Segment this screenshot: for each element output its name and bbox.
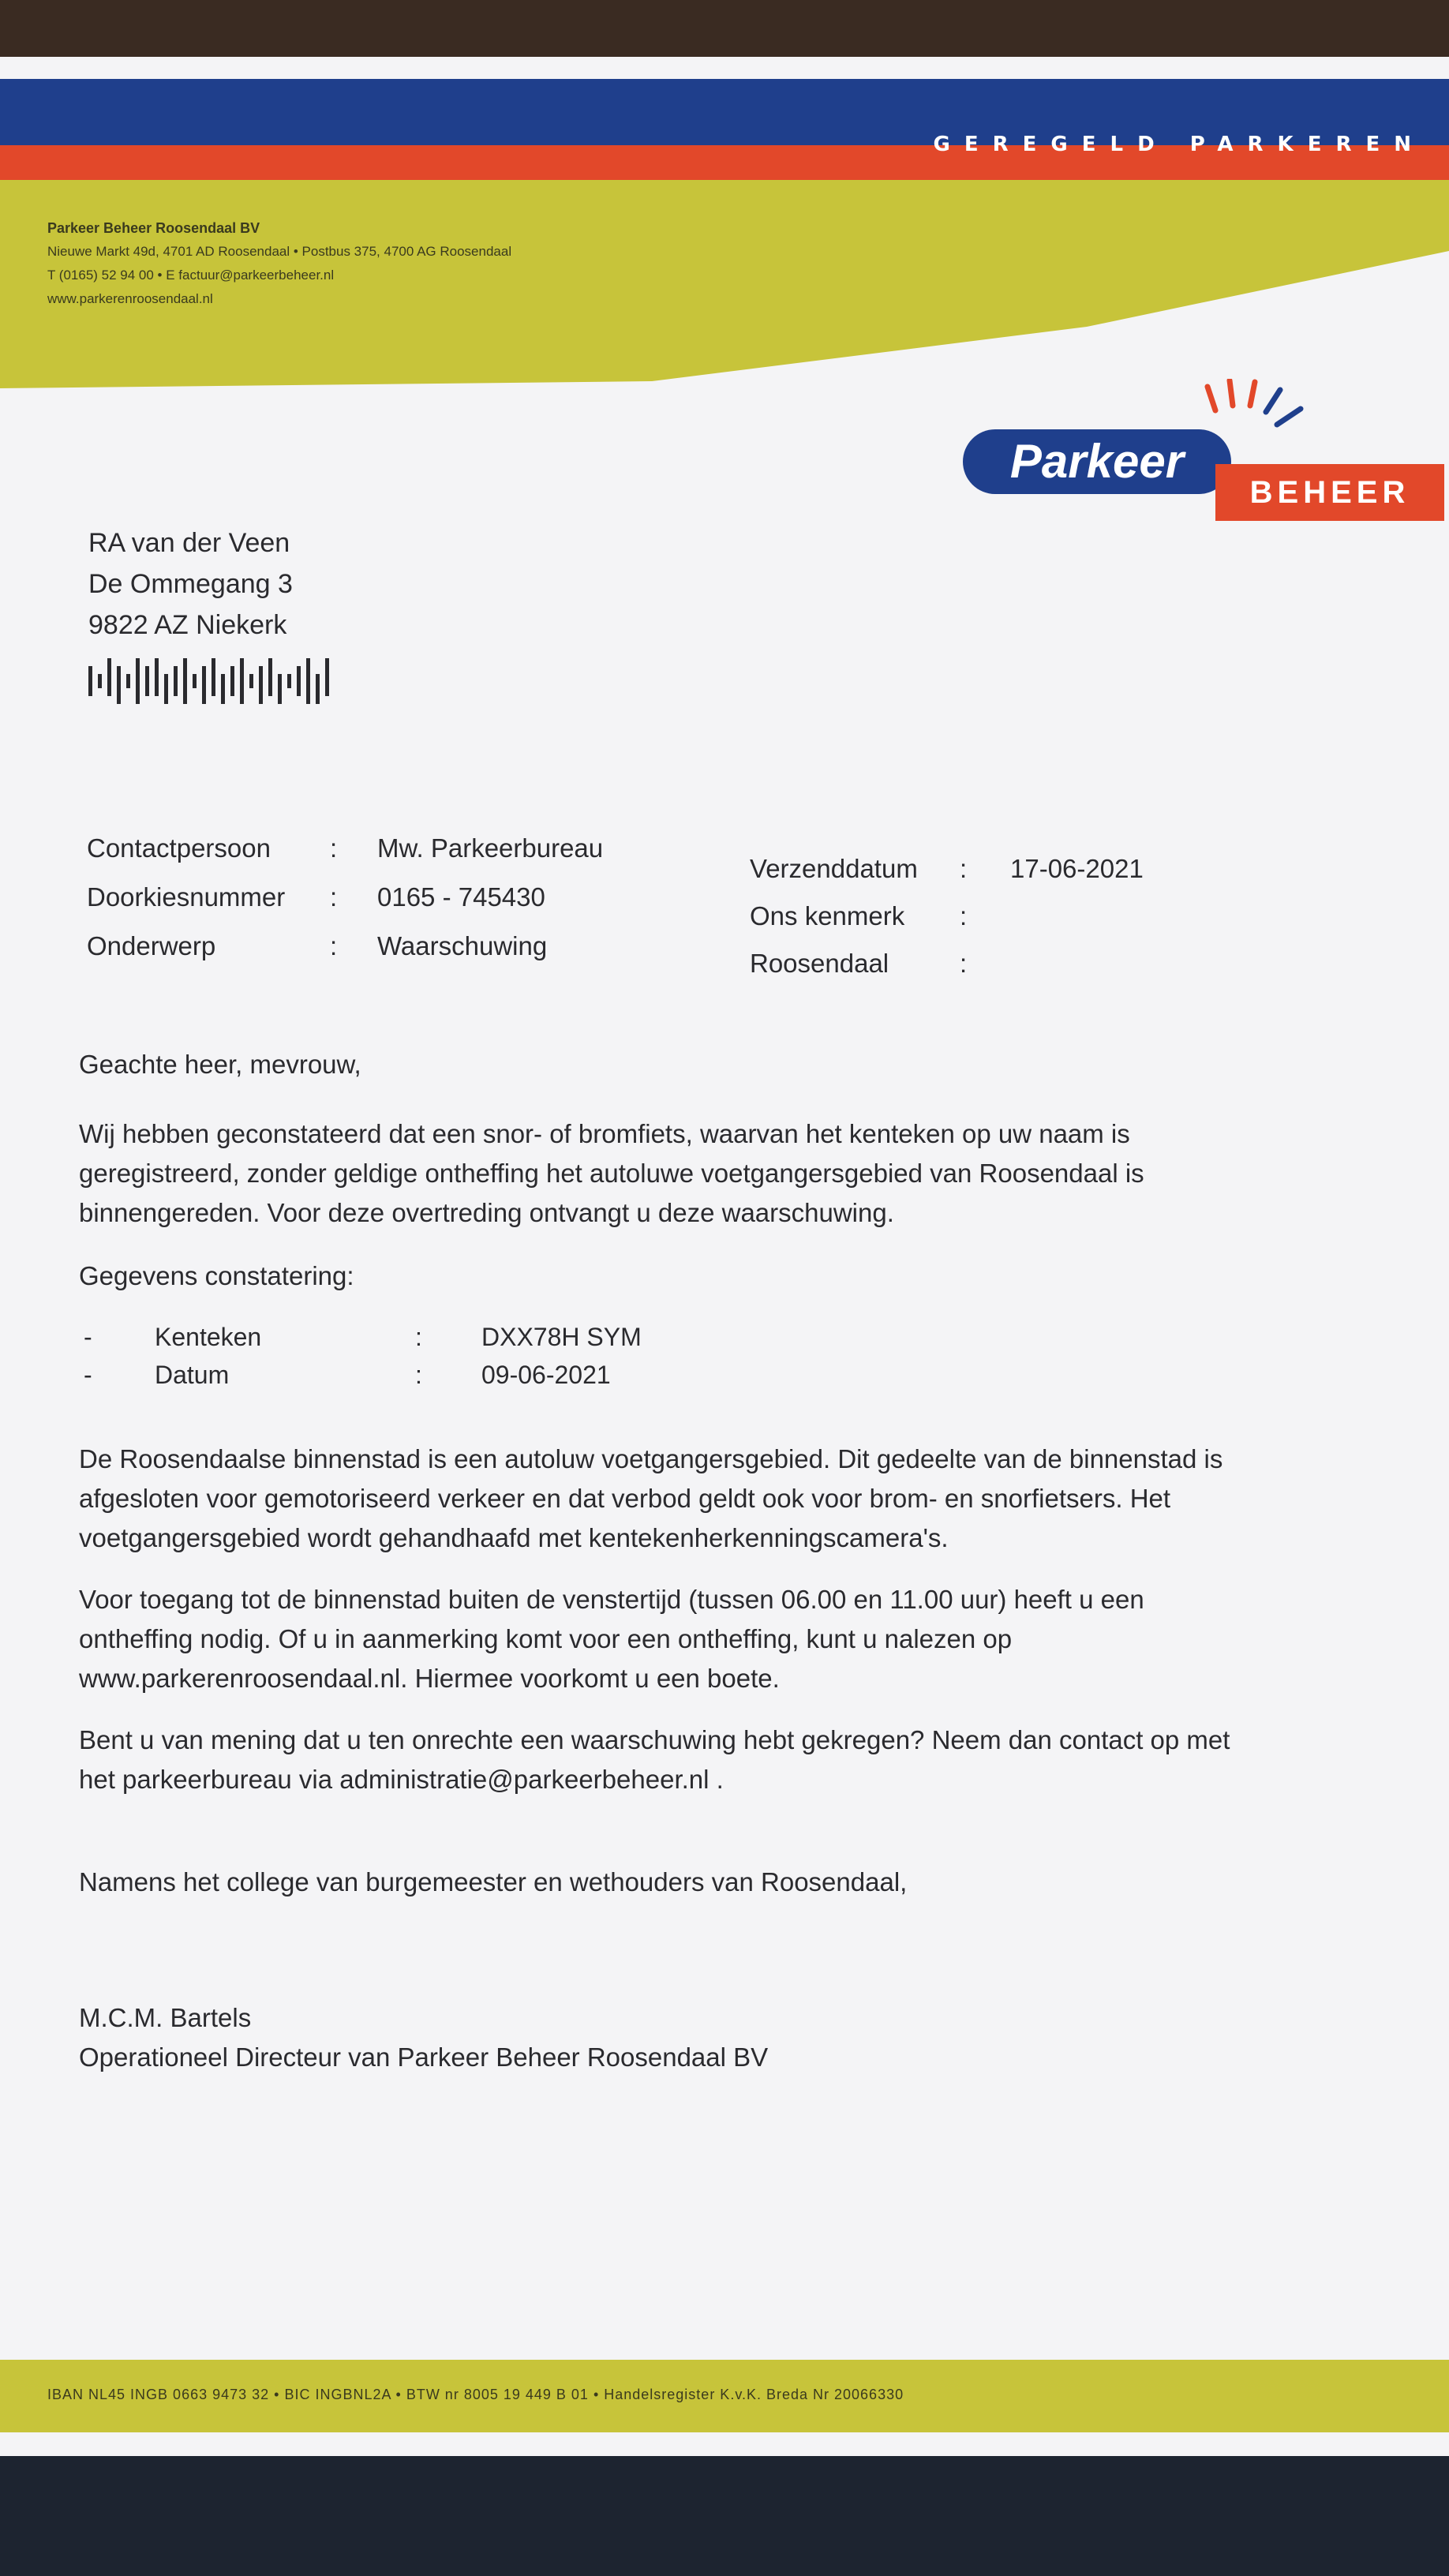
paragraph-line: afgesloten voor gemotoriseerd verkeer en dat verbod geldt ook voor brom- en snorfietsers. Het [79,1484,1171,1513]
meta-colon: : [330,882,338,912]
paragraph-line: geregistreerd, zonder geldige ontheffing het autoluwe voetgangersgebied van Roosendaal is [79,1159,1144,1188]
postal-barcode [88,658,333,704]
company-address: Nieuwe Markt 49d, 4701 AD Roosendaal • Postbus 375, 4700 AG Roosendaal [47,244,512,259]
doorkiesnummer-value: 0165 - 745430 [377,882,545,912]
recipient-street: De Ommegang 3 [88,569,293,599]
meta-colon: : [960,854,968,883]
signer-title: Operationeel Directeur van Parkeer Beheer Roosendaal BV [79,2042,769,2072]
doorkiesnummer-label: Doorkiesnummer [87,882,286,912]
onderwerp-value: Waarschuwing [377,931,548,960]
paragraph-4 [79,1720,1342,1799]
contactpersoon-label: Contactpersoon [87,833,271,863]
paragraph-line: De Roosendaalse binnenstad is een autoluw voetgangersgebied. Dit gedeelte van de binnenstad is [79,1444,1223,1473]
company-block [47,216,511,311]
recipient-address [88,522,293,646]
signer-name: M.C.M. Bartels [79,2003,252,2032]
list-item-bullet: - [84,1323,92,1351]
paragraph-2 [79,1440,1342,1558]
meta-colon: : [960,949,968,978]
meta-colon: : [330,833,338,863]
company-website: www.parkerenroosendaal.nl [47,291,213,306]
recipient-postal-city: 9822 AZ Niekerk [88,610,287,640]
datum-colon: : [415,1361,422,1389]
background-floor [0,2447,1449,2576]
onderwerp-label: Onderwerp [87,931,216,960]
company-name: Parkeer Beheer Roosendaal BV [47,220,260,236]
paragraph-line: Voor toegang tot de binnenstad buiten de venstertijd (tussen 06.00 en 11.00 uur) heeft u een [79,1585,1144,1614]
meta-colon: : [330,931,338,960]
salutation: Geachte heer, mevrouw, [79,1050,361,1079]
paragraph-line: voetgangersgebied wordt gehandhaafd met kentekenherkenningscamera's. [79,1523,949,1552]
paragraph-line: Wij hebben geconstateerd dat een snor- of bromfiets, waarvan het kenteken op uw naam is [79,1119,1130,1148]
signature-block [79,1998,1342,2077]
plaats-label: Roosendaal [750,949,889,978]
footer-bank-details: IBAN NL45 INGB 0663 9473 32 • BIC INGBNL2A • BTW nr 8005 19 449 B 01 • Handelsregister K.v.K. Breda Nr 20066330 [47,2387,904,2402]
datum-label: Datum [155,1361,230,1389]
letter-page [0,57,1449,2456]
company-contact: T (0165) 52 94 00 • E factuur@parkeerbeheer.nl [47,268,335,283]
kenteken-label: Kenteken [155,1323,262,1351]
kenteken-value: DXX78H SYM [481,1323,642,1351]
header-tagline: GEREGELD PARKEREN [933,133,1425,156]
contactpersoon-value: Mw. Parkeerbureau [377,833,604,863]
meta-colon: : [960,901,968,930]
paragraph-line: binnengereden. Voor deze overtreding ontvangt u deze waarschuwing. [79,1198,894,1227]
verzenddatum-value: 17-06-2021 [1010,854,1144,883]
paragraph-line: het parkeerbureau via administratie@parkeerbeheer.nl . [79,1765,724,1794]
paragraph-line: ontheffing nodig. Of u in aanmerking komt voor een ontheffing, kunt u nalezen op [79,1624,1013,1653]
paragraph-3 [79,1580,1342,1698]
list-item-bullet: - [84,1361,92,1389]
logo-word-parkeer: Parkeer [963,429,1231,494]
kenmerk-label: Ons kenmerk [750,901,905,930]
gegevens-title: Gegevens constatering: [79,1261,354,1290]
kenteken-colon: : [415,1323,422,1351]
recipient-name: RA van der Veen [88,528,290,558]
logo-word-beheer: BEHEER [1215,464,1444,521]
paragraph-1 [79,1114,1342,1233]
verzenddatum-label: Verzenddatum [750,854,918,883]
datum-value: 09-06-2021 [481,1361,611,1389]
parkeer-beheer-logo [963,379,1444,537]
paragraph-line: Bent u van mening dat u ten onrechte een waarschuwing hebt gekregen? Neem dan contact op met [79,1725,1230,1754]
paragraph-line: www.parkerenroosendaal.nl. Hiermee voorkomt u een boete. [79,1664,780,1693]
closing: Namens het college van burgemeester en wethouders van Roosendaal, [79,1867,908,1896]
